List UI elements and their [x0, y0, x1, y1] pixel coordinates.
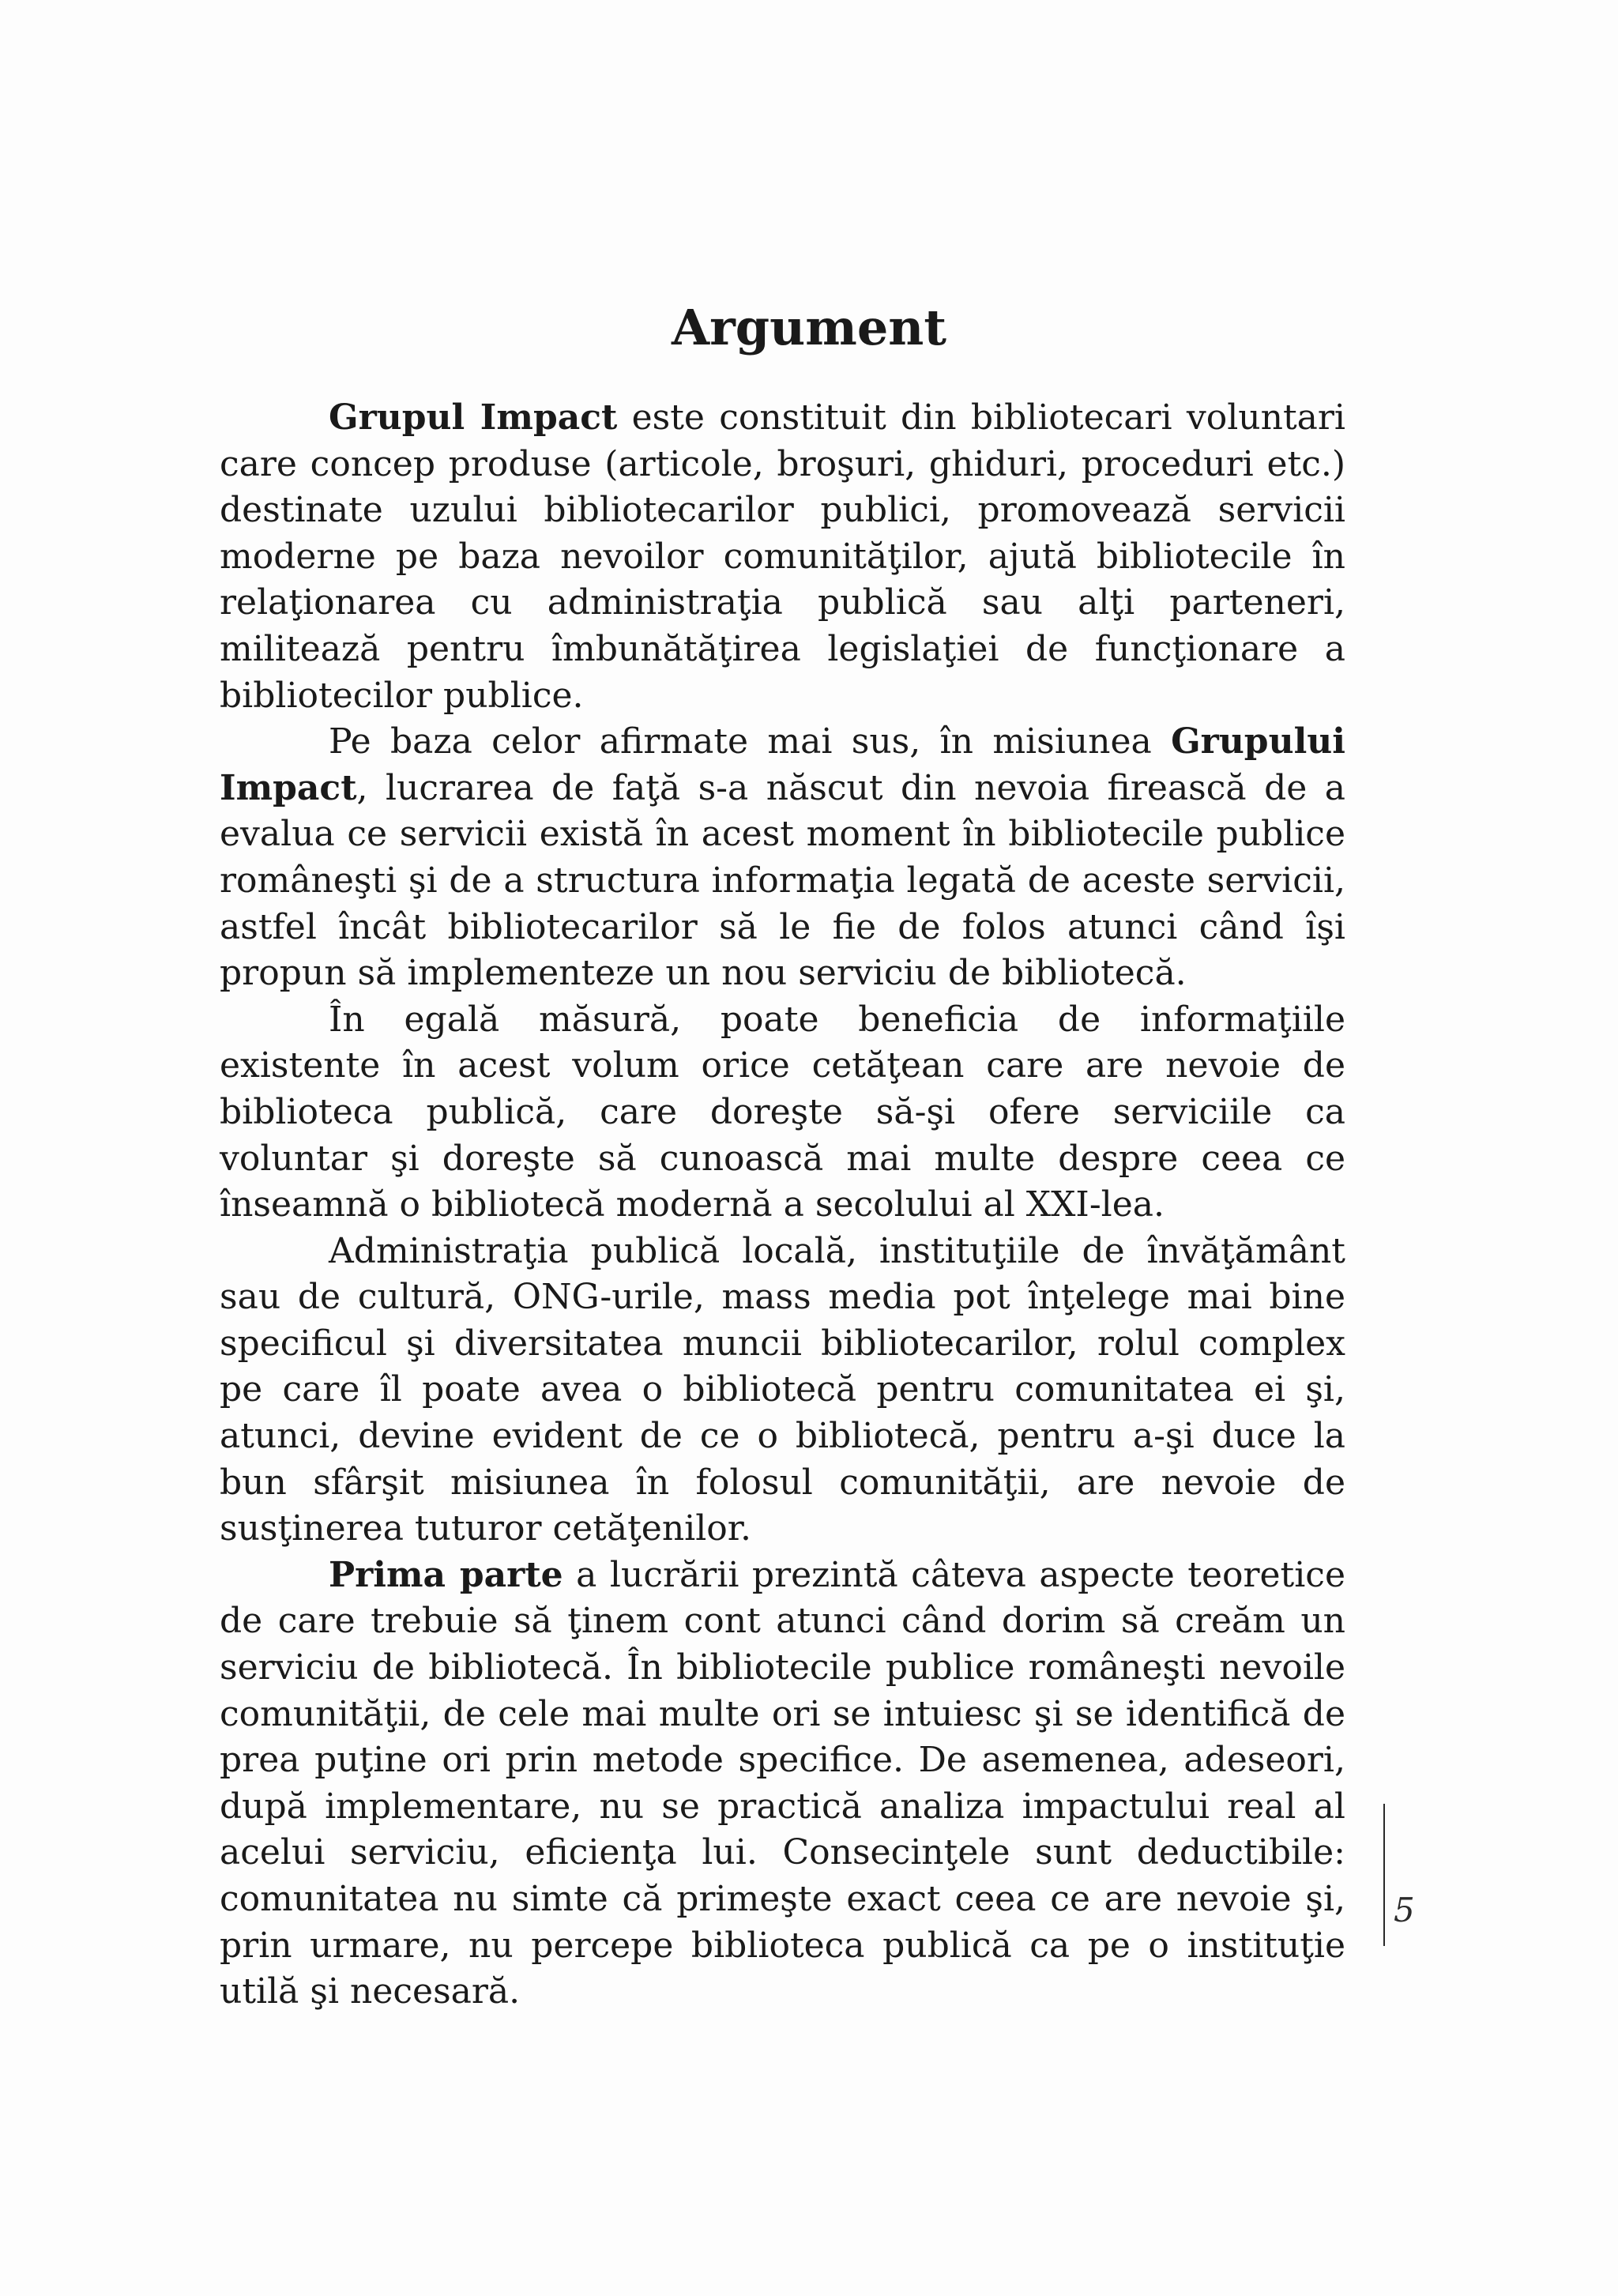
- bold-term: Grupului Impact: [220, 721, 1345, 808]
- paragraph-egala-masura: [220, 997, 1345, 1229]
- paragraph-text: a lucrării prezintă câteva aspecte teoretice de care trebuie să ţinem cont atunci când dorim să creăm un serviciu de bibliotecă. În bibliotecile publice româneşti nevoile comunităţii, de cele mai multe ori se intuiesc şi se identifică de prea puţine ori prin metode specifice. De asemenea, adeseori, după implementare, nu se practică analiza impactului real al acelui serviciu, eficienţa lui. Consecinţele sunt deductibile: comunitatea nu simte că primeşte exact ceea ce are nevoie şi, prin urmare, nu percepe biblioteca publică ca pe o instituţie utilă şi necesară.: [220, 1554, 1345, 2012]
- paragraph-grupul-impact: [220, 395, 1345, 719]
- paragraph-text: Administraţia publică locală, instituţiile de învăţământ sau de cultură, ONG-urile, mass media pot înţelege mai bine specificul şi diversitatea muncii bibliotecarilor, rolul complex pe care îl poate avea o bibliotecă pentru comunitatea ei şi, atunci, devine evident de ce o bibliotecă, pentru a-şi duce la bun sfârşit misiunea în folosul comunităţii, are nevoie de susţinerea tuturor cetăţenilor.: [220, 1230, 1345, 1549]
- paragraph-prima-parte: [220, 1553, 1345, 2016]
- paragraph-text: Pe baza celor afirmate mai sus, în misiunea: [329, 721, 1172, 762]
- body-text: [220, 395, 1345, 2016]
- bold-term: Grupul Impact: [329, 397, 618, 438]
- page-marker-line: [1383, 1804, 1385, 1946]
- page-title: Argument: [672, 299, 946, 356]
- page-number: 5: [1394, 1891, 1415, 1929]
- paragraph-text: este constituit din bibliotecari voluntari care concep produse (articole, broşuri, ghiduri, proceduri etc.) destinate uzului bibliotecarilor publici, promovează servicii moderne pe baza nevoilor comunităţilor, ajută bibliotecile în relaţionarea cu administraţia publică sau alţi parteneri, militează pentru îmbunătăţirea legislaţiei de funcţionare a bibliotecilor publice.: [220, 397, 1345, 716]
- paragraph-text: În egală măsură, poate beneficia de informaţiile existente în acest volum orice cetăţean care are nevoie de biblioteca publică, care doreşte să-şi ofere serviciile ca voluntar şi doreşte să cunoască mai multe despre ceea ce înseamnă o bibliotecă modernă a secolului al XXI-lea.: [220, 999, 1345, 1225]
- paragraph-administratia: [220, 1229, 1345, 1553]
- bold-term: Prima parte: [329, 1554, 563, 1595]
- paragraph-misiune: [220, 719, 1345, 997]
- paragraph-text: , lucrarea de faţă s-a născut din nevoia firească de a evalua ce servicii există în acest moment în bibliotecile publice româneşti şi de a structura informaţia legată de aceste servicii, astfel încât bibliotecarilor să le fie de folos atunci când îşi propun să implementeze un nou serviciu de bibliotecă.: [220, 767, 1345, 994]
